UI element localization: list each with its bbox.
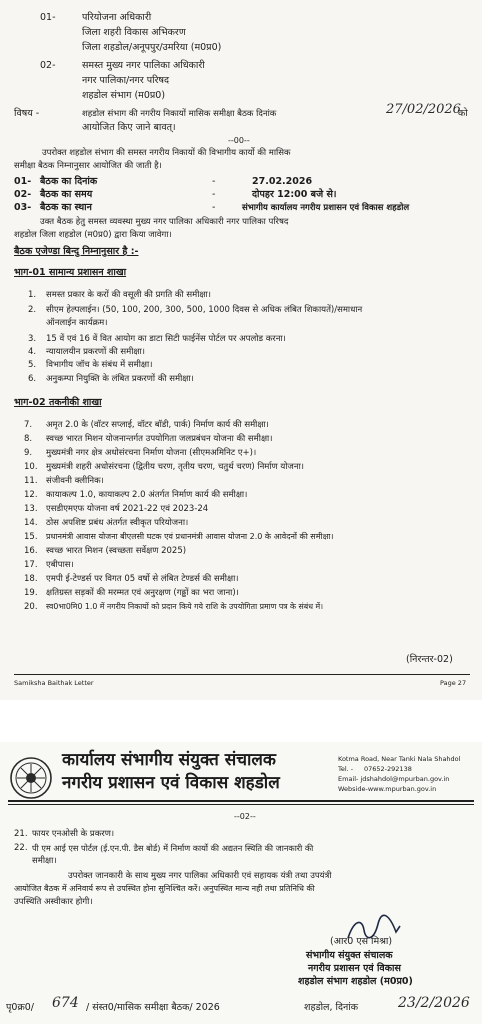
item-number: 6. xyxy=(28,374,37,384)
item-number: 17. xyxy=(24,560,38,570)
item-text: स्वच्छ भारत मिशन योजनान्तर्गत उपयोगिता जलप्रबंधन योजना की समीक्षा। xyxy=(46,434,273,444)
divider-mark: --00-- xyxy=(228,136,250,145)
part1-heading: भाग-01 सामान्य प्रशासन शाखा xyxy=(14,267,127,278)
letterhead-line2: नगरीय प्रशासन एवं विकास शहडोल xyxy=(62,773,280,793)
item-number: 3. xyxy=(28,334,37,344)
item-number: 13. xyxy=(24,504,38,514)
item-text: सीएम हेल्पलाईन। (50, 100, 200, 300, 500, 1000 दिवस से अधिक लंबित शिकायतें)/समाधान xyxy=(46,305,363,315)
item-text: ऑनलाईन कार्यक्रम। xyxy=(46,318,108,328)
meeting-value: दोपहर 12:00 बजे से। xyxy=(252,189,337,200)
item-text: पी एम आई एस पोर्टल (ई.एन.पी. डैस बोर्ड) में निर्माण कार्यो की अद्यतन स्थिति की जानकारी की xyxy=(32,843,314,853)
item-text: न्यायालयीन प्रकरणों की समीक्षा। xyxy=(46,347,145,357)
meeting-value: 27.02.2026 xyxy=(252,176,313,187)
meeting-dash: - xyxy=(212,176,216,187)
letter-page-2 xyxy=(0,742,482,1024)
addressee-line: समस्त मुख्य नगर पालिका अधिकारी xyxy=(82,60,205,71)
subject-date-handwritten: 27/02/2026 xyxy=(386,102,461,117)
letterhead-rule xyxy=(8,800,474,802)
item-number: 2. xyxy=(28,305,37,315)
item-text: समस्त प्रकार के करों की वसूली की प्रगति की समीक्षा। xyxy=(46,290,211,300)
item-text: एबीपास। xyxy=(46,560,74,570)
item-number: 11. xyxy=(24,476,38,486)
item-number: 8. xyxy=(24,434,33,444)
item-number: 21. xyxy=(14,829,28,839)
addressee-line: परियोजना अधिकारी xyxy=(82,12,152,23)
agenda-heading: बैठक एजेण्डा बिन्दु निम्नानुसार है :- xyxy=(14,246,139,257)
item-text: स्वच्छ भारत मिशन (स्वच्छता सर्वेक्षण 2025) xyxy=(46,546,187,556)
signatory-title: नगरीय प्रशासन एवं विकास xyxy=(308,963,401,974)
letterhead-address: Kotma Road, Near Tanki Nala Shahdol xyxy=(338,755,461,763)
item-number: 1. xyxy=(28,290,37,300)
letterhead-line1: कार्यालय संभागीय संयुक्त संचालक xyxy=(62,750,276,770)
item-text: 15 वें एवं 16 वें वित आयोग का डाटा सिटी फाईनेंस पोर्टल पर अपलोड करना। xyxy=(46,334,286,344)
meeting-label: बैठक का स्थान xyxy=(40,202,92,213)
addressee-line: नगर पालिका/नगर परिषद xyxy=(82,75,170,86)
item-number: 12. xyxy=(24,490,38,500)
closing-line: आयोजित बैठक में अनिवार्य रूप से उपस्थित होना सुनिश्चित करें। अनुपस्थित मान्य नही तथा प्रतिनिधि की xyxy=(14,884,315,893)
subject-line-end: को xyxy=(458,108,468,119)
item-number: 22. xyxy=(14,843,28,853)
footer-rule xyxy=(14,674,470,675)
item-text: कायाकल्प 1.0, कायाकल्प 2.0 अंतर्गत निर्माण कार्य की समीक्षा। xyxy=(46,490,248,500)
intro-line: समीक्षा बैठक निम्नानुसार आयोजित की जाती है। xyxy=(14,161,162,171)
item-text: अनुकम्पा नियुक्ति के लंबित प्रकरणों की समीक्षा। xyxy=(46,374,194,384)
page-marker: --02-- xyxy=(234,812,256,821)
item-number: 19. xyxy=(24,588,38,598)
item-number: 20. xyxy=(24,602,38,612)
letterhead-tel-label: Tel. - xyxy=(338,765,354,773)
subject-label: विषय - xyxy=(14,108,40,119)
addressee-line: शहडोल संभाग (म0प्र0) xyxy=(82,90,166,101)
item-text: ठोस अपशिष्ट प्रबंध अंतर्गत स्वीकृत परियोजना। xyxy=(46,518,189,528)
meeting-dash: - xyxy=(212,189,216,200)
addressee-line: जिला शहडोल/अनूपपुर/उमरिया (म0प्र0) xyxy=(82,42,222,53)
meeting-dash: - xyxy=(212,202,216,213)
item-text: क्षतिग्रस्त सड़कों की मरम्मत एवं अनुरक्षण (गढ्ढों का भरा जाना)। xyxy=(46,588,239,598)
item-text: मुख्यमंत्री नगर क्षेत्र अधोसंरचना निर्माण योजना (सीएमअमिनिट ए+)। xyxy=(46,448,257,458)
item-number: 7. xyxy=(24,420,33,430)
item-text: एसडीएमएफ योजना वर्ष 2021-22 एवं 2023-24 xyxy=(46,504,209,514)
letterhead-rule xyxy=(8,804,474,805)
letterhead-tel: 07652-292138 xyxy=(364,765,412,773)
signatory-title: संभागीय संयुक्त संचालक xyxy=(306,950,393,961)
subject-line: शहडोल संभाग की नगरीय निकायों मासिक समीक्षा बैठक दिनांक xyxy=(82,109,277,119)
item-number: 16. xyxy=(24,546,38,556)
item-text: समीक्षा। xyxy=(32,856,57,866)
reference-number-handwritten: 674 xyxy=(52,995,79,1011)
item-text: प्रधानमंत्री आवास योजना बीएलसी घटक एवं प्रधानमंत्री आवास योजना 2.0 के आवेदनों की समीक्षा। xyxy=(46,532,334,541)
continued-note: (निरन्तर-02) xyxy=(406,654,453,665)
item-text: मुख्यमंत्री शहरी अधोसंरचना (द्वितीय चरण, तृतीय चरण, चतुर्थ चरण) निर्माण योजना। xyxy=(46,462,305,472)
meeting-number: 03- xyxy=(14,202,32,213)
meeting-number: 01- xyxy=(14,176,32,187)
item-text: फायर एनओसी के प्रकरण। xyxy=(32,829,115,839)
footer-left: Samiksha Baithak Letter xyxy=(14,679,94,687)
intro-line: उपरोक्त शहडोल संभाग की समस्त नगरीय निकायों की विभागीय कार्यो की मासिक xyxy=(42,148,291,158)
footer-right: Page 27 xyxy=(440,679,467,687)
page-gap xyxy=(0,700,482,742)
meeting-value: संभागीय कार्यालय नगरीय प्रशासन एवं विकास शहडोल xyxy=(242,203,410,213)
item-number: 4. xyxy=(28,347,37,357)
addressee-number: 02- xyxy=(40,60,56,71)
reference-prefix: पृ0क्र0/ xyxy=(6,1002,34,1013)
item-text: स्व0भा0मि0 1.0 में नगरीय निकायों को प्रदान किये गये राशि के उपयोगिता प्रमाण पत्र के संबंध में। xyxy=(46,602,324,611)
item-text: संजीवनी क्लीनिक। xyxy=(46,476,104,486)
addressee-line: जिला शहरी विकास अभिकरण xyxy=(82,27,186,38)
letterhead-website: Webside-www.mpurban.gov.in xyxy=(338,785,437,793)
item-number: 14. xyxy=(24,518,38,528)
item-text: विभागीय जॉच के संबंध में समीक्षा। xyxy=(46,360,153,370)
letterhead-email: Email- jdshahdol@mpurban.gov.in xyxy=(338,775,450,783)
closing-line: उपस्थिति अस्वीकार होगी। xyxy=(14,897,93,907)
meeting-label: बैठक का समय xyxy=(40,189,93,200)
item-number: 18. xyxy=(24,574,38,584)
item-number: 9. xyxy=(24,448,33,458)
item-number: 15. xyxy=(24,532,38,542)
part2-heading: भाग-02 तकनीकी शाखा xyxy=(14,397,102,408)
signatory-title: शहडोल संभाग शहडोल (म0प्र0) xyxy=(298,976,413,987)
emblem-icon xyxy=(8,756,54,800)
meeting-label: बैठक का दिनांक xyxy=(40,176,98,187)
reference-text: / संस्त0/मासिक समीक्षा बैठक/ 2026 xyxy=(86,1002,220,1013)
arrangement-line: उक्त बैठक हेतु समस्त व्यवस्था मुख्य नगर पालिका अधिकारी नगर पालिका परिषद xyxy=(40,217,289,227)
item-number: 5. xyxy=(28,360,37,370)
meeting-number: 02- xyxy=(14,189,32,200)
signatory-name: (आर0 एस मिश्रा) xyxy=(330,936,393,947)
item-number: 10. xyxy=(24,462,38,472)
subject-line: आयोजित किए जाने बावत्। xyxy=(82,122,176,133)
closing-line: उपरोक्त जानकारी के साथ मुख्य नगर पालिका अधिकारी एवं सहायक यंत्री तथा उपयंत्री xyxy=(68,871,332,881)
reference-place-date: शहडोल, दिनांक xyxy=(304,1002,359,1013)
reference-date-handwritten: 23/2/2026 xyxy=(398,995,470,1011)
addressee-number: 01- xyxy=(40,12,56,23)
arrangement-line: शहडोल जिला शहडोल (म0प्र0) द्वारा किया जावेगा। xyxy=(14,230,172,240)
item-text: एमपी ई-टेण्डर्स पर विगत 05 वर्षो से लंबित टेण्डर्स की समीक्षा। xyxy=(46,574,239,584)
item-text: अमृत 2.0 के (वॉटर सप्लाई, वॉटर बॉडी, पार्क) निर्माण कार्य की समीक्षा। xyxy=(46,420,269,430)
